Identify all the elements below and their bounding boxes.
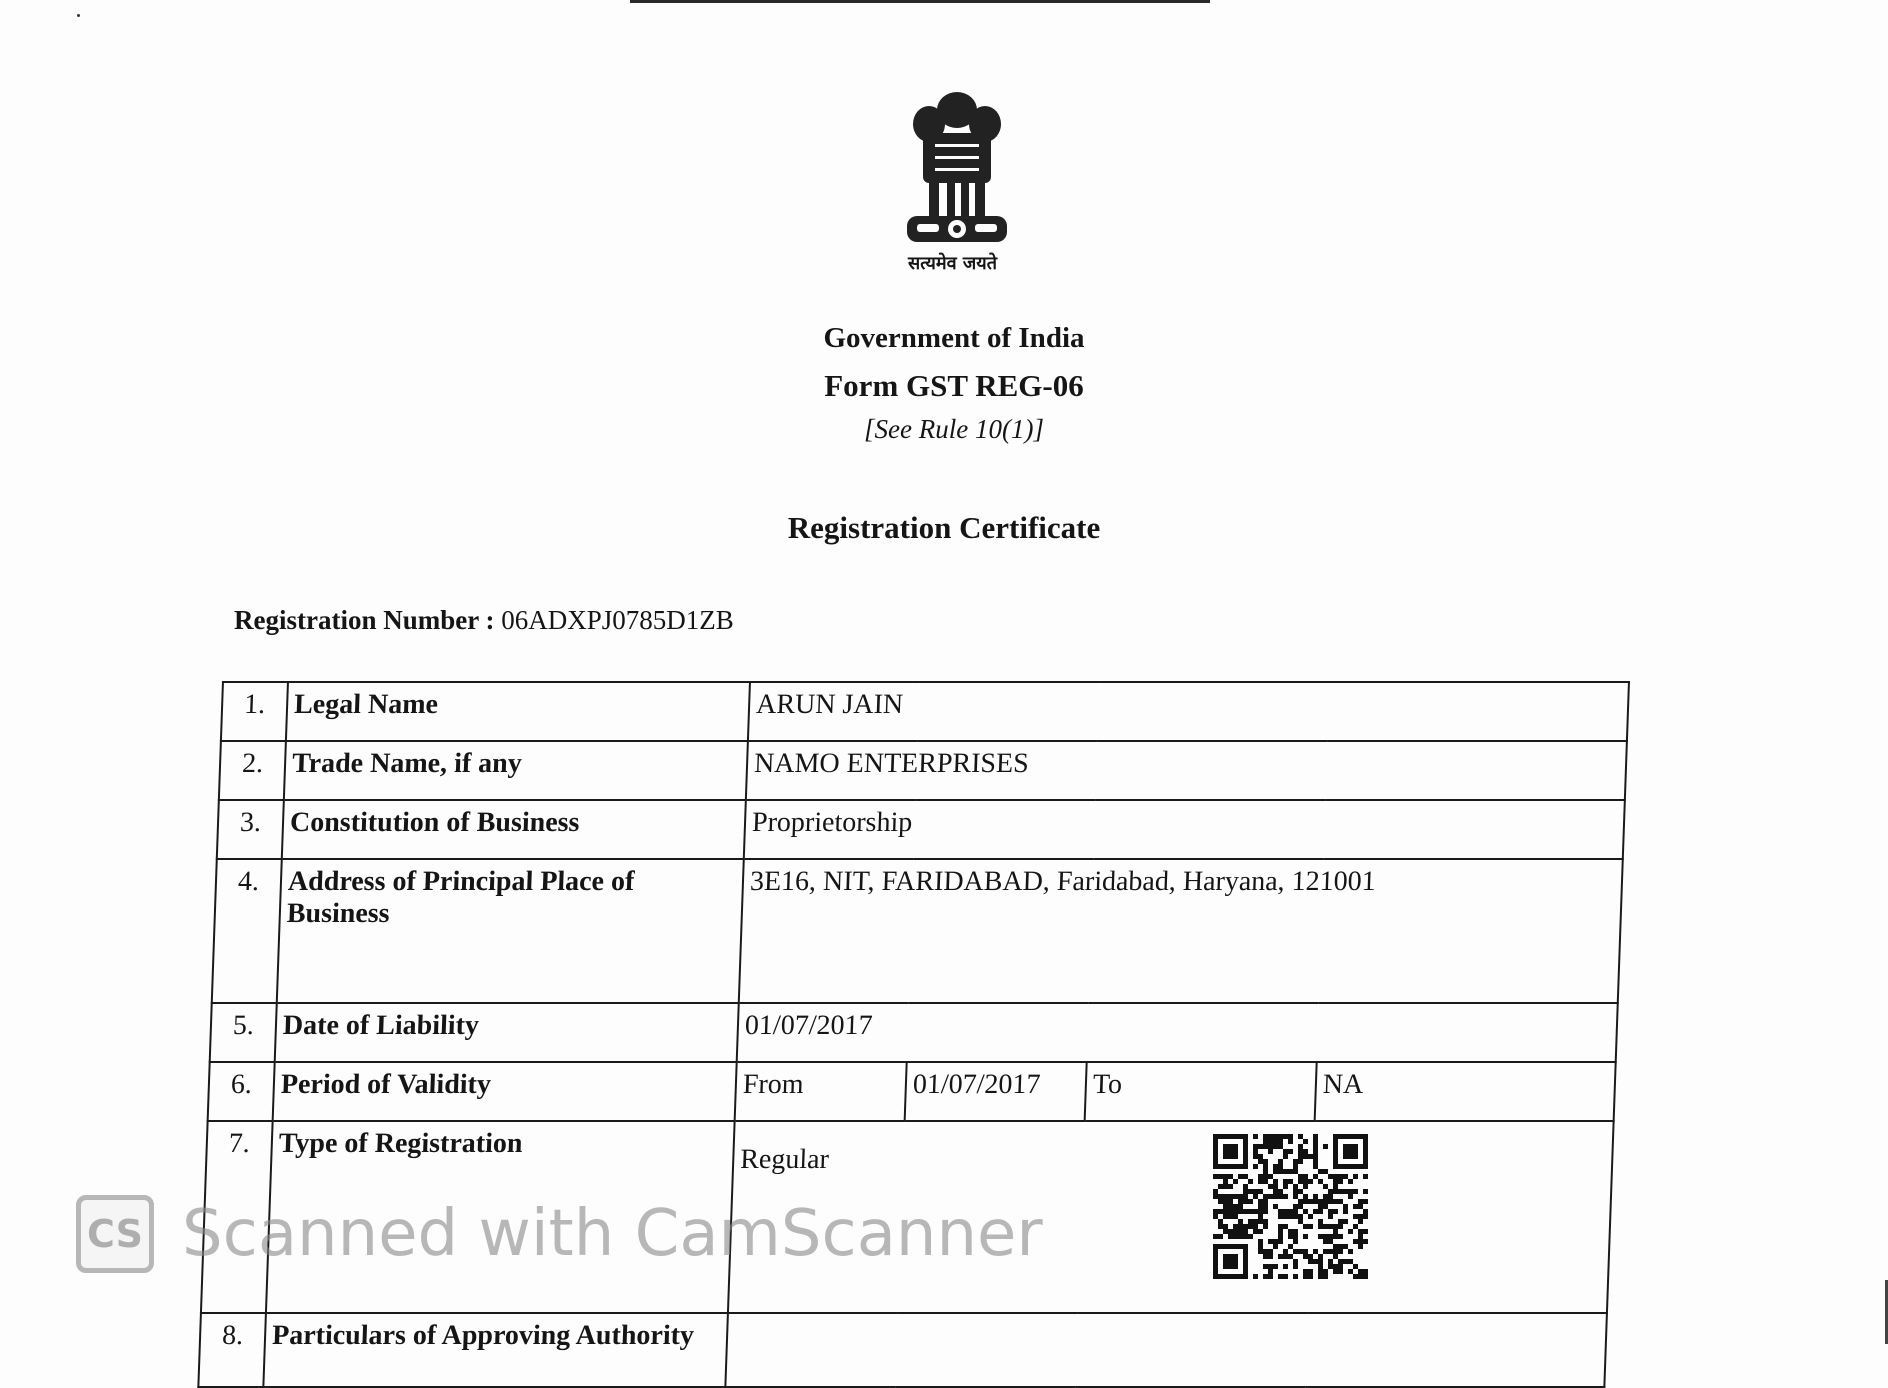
- validity-to-label: To: [1085, 1062, 1317, 1121]
- validity-from-value: 01/07/2017: [905, 1062, 1087, 1121]
- camscanner-logo: CS: [76, 1195, 154, 1273]
- row-number: 7.: [201, 1121, 273, 1313]
- scan-edge-line: [630, 0, 1210, 3]
- row-number: 8.: [198, 1313, 266, 1387]
- date-of-liability-value: 01/07/2017: [737, 1003, 1618, 1062]
- constitution-value: Proprietorship: [744, 800, 1625, 859]
- validity-from-label: From: [735, 1062, 907, 1121]
- row-label: Trade Name, if any: [284, 741, 748, 800]
- registration-type-value: Regular: [728, 1121, 1614, 1313]
- qr-code-icon: [1213, 1134, 1368, 1279]
- row-number: 6.: [208, 1062, 275, 1121]
- table-row: [217, 800, 1625, 859]
- row-label: Particulars of Approving Authority: [263, 1313, 728, 1387]
- table-row: [210, 1003, 1618, 1062]
- scan-speck: [77, 14, 80, 17]
- header-government: Government of India: [823, 322, 1085, 354]
- address-value: 3E16, NIT, FARIDABAD, Faridabad, Haryana, 121001: [739, 859, 1623, 1003]
- row-number: 5.: [210, 1003, 277, 1062]
- row-label: Constitution of Business: [282, 800, 746, 859]
- row-label: Period of Validity: [273, 1062, 737, 1121]
- header-rule-reference: [See Rule 10(1)]: [864, 414, 1044, 444]
- emblem-motto: सत्यमेव जयते: [908, 253, 997, 274]
- trade-name-value: NAMO ENTERPRISES: [746, 741, 1627, 800]
- row-number: 4.: [212, 859, 282, 1003]
- table-row: [208, 1062, 1616, 1121]
- certificate-title: Registration Certificate: [787, 510, 1101, 545]
- certificate-table: [197, 681, 1630, 1388]
- table-row: [198, 1313, 1607, 1387]
- table-row: [212, 859, 1623, 1003]
- camscanner-text: Scanned with CamScanner: [182, 1197, 1043, 1271]
- row-number: 2.: [219, 741, 286, 800]
- row-label: Type of Registration: [266, 1121, 735, 1313]
- table-row: [219, 741, 1627, 800]
- registration-number-label: Registration Number :: [234, 605, 495, 635]
- row-label: Date of Liability: [275, 1003, 739, 1062]
- legal-name-value: ARUN JAIN: [748, 682, 1629, 741]
- national-emblem-icon: [895, 78, 1020, 248]
- row-label: Address of Principal Place of Business: [277, 859, 744, 1003]
- approving-authority-value: [725, 1313, 1607, 1387]
- camscanner-watermark: [76, 1195, 1043, 1273]
- validity-to-value: NA: [1315, 1062, 1616, 1121]
- header-form-title: Form GST REG-06: [824, 368, 1084, 403]
- registration-number-line: [234, 605, 734, 636]
- table-row: [221, 682, 1629, 741]
- registration-number-value: 06ADXPJ0785D1ZB: [501, 605, 734, 635]
- row-number: 3.: [217, 800, 284, 859]
- row-number: 1.: [221, 682, 288, 741]
- row-label: Legal Name: [286, 682, 750, 741]
- certificate-table-wrapper: [197, 681, 1630, 1388]
